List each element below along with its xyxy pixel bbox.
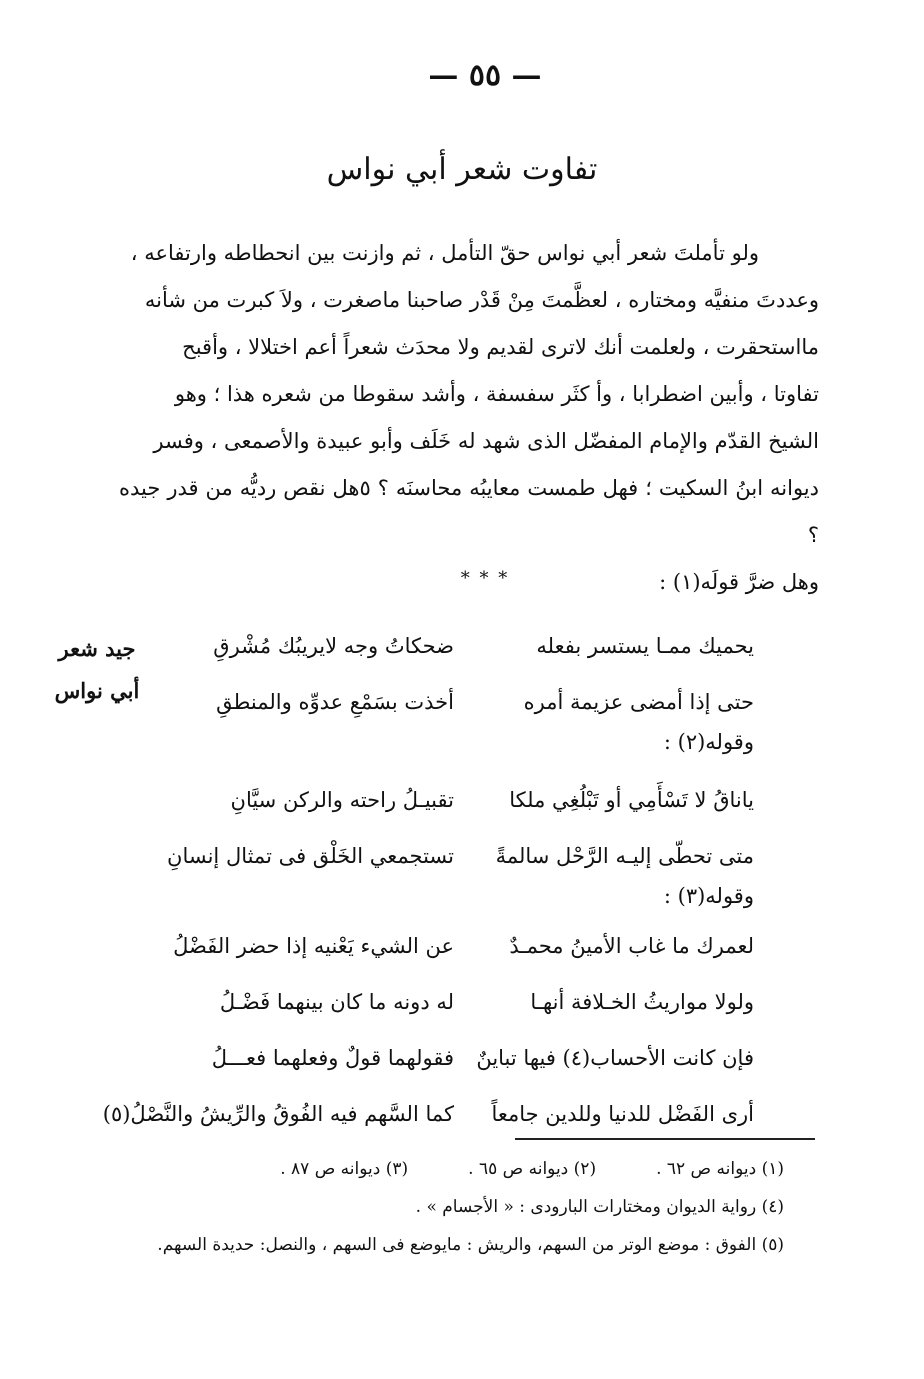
verse-sadr: ولولا مواريثُ الخـلافة أنهـا [530, 990, 754, 1014]
verse-row [154, 772, 754, 828]
poem-1 [154, 618, 754, 730]
verse-sadr: لعمرك ما غاب الأمينُ محمـدٌ [509, 934, 754, 958]
verse-intro: وقوله(٣) : [663, 884, 754, 908]
page-number: — ٥٥ — [428, 58, 542, 93]
margin-note [42, 628, 152, 712]
verse-ajz: له دونه ما كان بينهما فَضْـلُ [219, 990, 454, 1014]
prose-line: ديوانه ابنُ السكيت ؛ فهل طمست معايبُه محاسنَه ؟ ٥هل نقص رديُّه من قدر جيده ؟ [119, 476, 819, 547]
footnote-3: (٣) ديوانه ص ٨٧ . [280, 1159, 409, 1179]
margin-note-line: أبي نواس [54, 678, 140, 703]
verse-row [102, 1086, 754, 1142]
verse-ajz: فقولهما قولٌ وفعلهما فعـــلُ [211, 1046, 454, 1070]
verse-intro: وقوله(٢) : [663, 730, 754, 754]
verse-ajz: كما السَّهم فيه الفُوقُ والرِّيشُ والنَّصْلُ(٥) [102, 1102, 454, 1126]
verse-ajz: تستجمعي الخَلْق فى تمثال إنسانِ [167, 844, 454, 868]
prose-line: وعددتَ منفيَّه ومختاره ، لعظَّمتَ مِنْ قَدْر صاحبنا ماصغرت ، ولاَ كبرت من شأنه [144, 288, 819, 312]
section-stars: * * * [460, 568, 510, 589]
chapter-title: تفاوت شعر أبي نواس [326, 152, 598, 187]
footnotes [144, 1150, 784, 1264]
verse-row [154, 828, 754, 884]
verse-ajz: أخذت بسَمْعِ عدوِّه والمنطقِ [216, 690, 454, 714]
verse-row [154, 674, 754, 730]
prose-line: ولو تأملتَ شعر أبي نواس حقّ التأمل ، ثم وازنت بين انحطاطه وارتفاعه ، [130, 241, 759, 265]
poem-2 [154, 772, 754, 884]
verse-sadr: متى تحطّى إليـه الرَّحْل سالمةً [495, 844, 754, 868]
footnote-4: (٤) رواية الديوان ومختارات البارودى : « الأجسام » . [415, 1197, 784, 1217]
prose-line: تفاوتا ، وأبين اضطرابا ، وأ كثَر سفسفة ، وأشد سقوطا من شعره هذا ؛ وهو [174, 382, 819, 406]
prose-line: وهل ضرَّ قولَه(١) : [659, 570, 819, 594]
prose-paragraph [119, 230, 819, 606]
footnote-1: (١) ديوانه ص ٦٢ . [656, 1159, 784, 1179]
verse-ajz: عن الشيء يَعْنيه إذا حضر الفَضْلُ [173, 934, 454, 958]
footnote-2: (٢) ديوانه ص ٦٥ . [468, 1159, 597, 1179]
verse-row [154, 1030, 754, 1086]
verse-sadr: يحميك ممـا يستسر بفعله [536, 634, 754, 658]
footnote-divider [515, 1138, 815, 1140]
verse-row [154, 918, 754, 974]
verse-sadr: ياناقُ لا تَسْأَمِي أو تَبْلُغِي ملكا [509, 788, 754, 812]
verse-row [154, 618, 754, 674]
footnote-5: (٥) الفوق : موضع الوتر من السهم، والريش : مايوضع فى السهم ، والنصل: حديدة السهم. [157, 1235, 784, 1255]
prose-line: مااستحقرت ، ولعلمت أنك لاترى لقديم ولا محدَث شعراً أعم اختلالا ، وأقبح [182, 335, 819, 359]
verse-sadr: فإن كانت الأحساب(٤) فيها تباينٌ [476, 1046, 754, 1070]
verse-row [154, 974, 754, 1030]
poem-3 [102, 918, 754, 1142]
verse-ajz: تقبيـلُ راحته والركن سيَّانِ [230, 788, 454, 812]
verse-ajz: ضحكاتُ وجه لايريبُك مُشْرقِ [213, 634, 454, 658]
prose-line: الشيخ القدّم والإمام المفضّل الذى شهد له خَلَف وأبو عبيدة والأصمعى ، وفسر [153, 429, 819, 453]
margin-note-line: جيد شعر [58, 636, 136, 661]
footnote-row [144, 1150, 784, 1188]
verse-sadr: حتى إذا أمضى عزيمة أمره [523, 690, 754, 714]
verse-sadr: أرى الفَضْل للدنيا وللدين جامعاً [491, 1102, 754, 1126]
